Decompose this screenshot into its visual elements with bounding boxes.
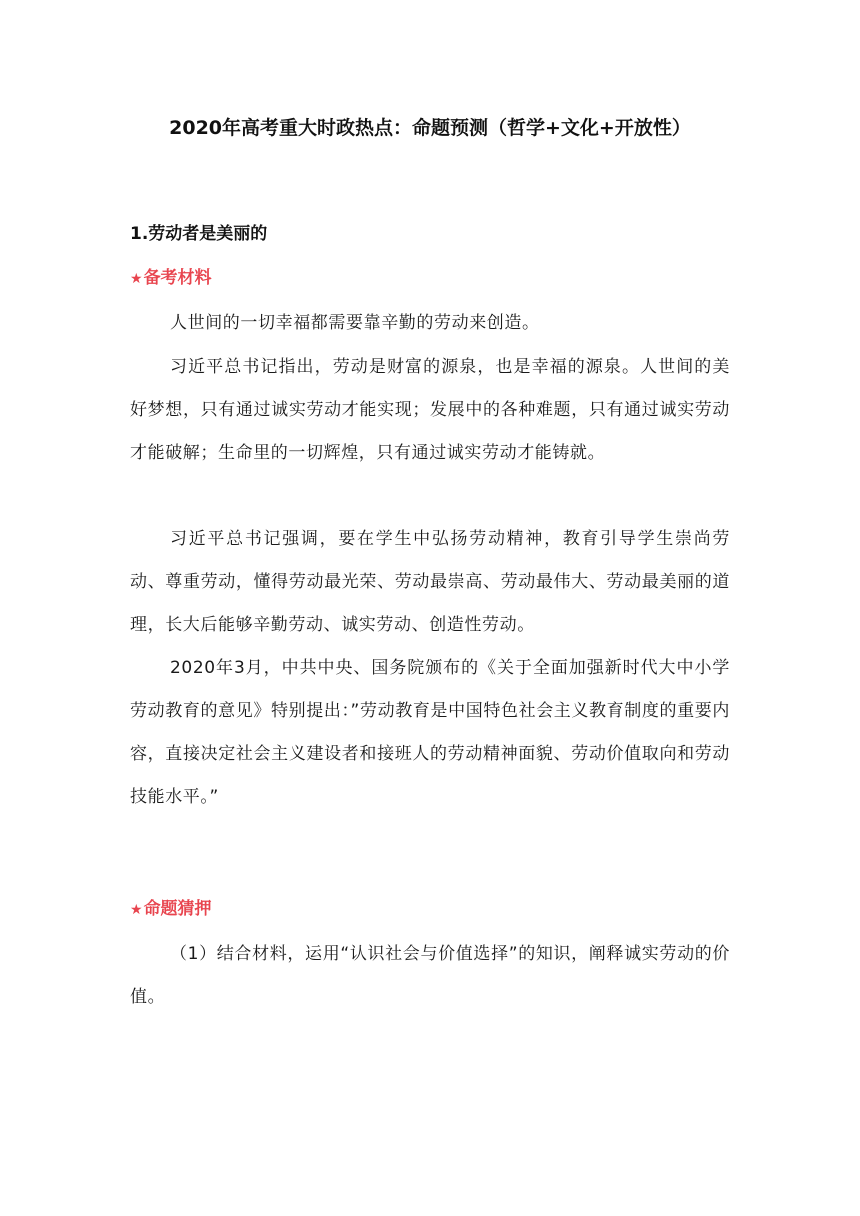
prediction-question: （1）结合材料，运用“认识社会与价值选择”的知识，阐释诚实劳动的价值。: [130, 944, 730, 1007]
material-paragraph: 习近平总书记指出，劳动是财富的源泉，也是幸福的源泉。人世间的美好梦想，只有通过诚实劳动才能实现；发展中的各种难题，只有通过诚实劳动才能破解；生命里的一切辉煌，只有通过诚实劳动才能铸就。: [130, 357, 730, 463]
material-paragraph: 2020年3月，中共中央、国务院颁布的《关于全面加强新时代大中小学劳动教育的意见》特别提出：”劳动教育是中国特色社会主义教育制度的重要内容，直接决定社会主义建设者和接班人的劳动精神面貌、劳动价值取向和劳动技能水平。”: [130, 658, 730, 807]
materials-heading: [130, 264, 212, 293]
star-icon: ★: [130, 902, 143, 918]
section-heading: 1.劳动者是美丽的: [130, 224, 268, 244]
star-icon: ★: [130, 271, 143, 287]
prediction-heading: [130, 895, 212, 924]
materials-heading-label: 备考材料: [143, 268, 212, 288]
prediction-heading-label: 命题猜押: [143, 899, 212, 919]
material-paragraph: 习近平总书记强调，要在学生中弘扬劳动精神，教育引导学生崇尚劳动、尊重劳动，懂得劳动最光荣、劳动最崇高、劳动最伟大、劳动最美丽的道理，长大后能够辛勤劳动、诚实劳动、创造性劳动。: [130, 529, 730, 635]
document-title: 2020年高考重大时政热点：命题预测（哲学+文化+开放性）: [169, 117, 691, 139]
material-paragraph: 人世间的一切幸福都需要靠辛勤的劳动来创造。: [170, 313, 540, 333]
